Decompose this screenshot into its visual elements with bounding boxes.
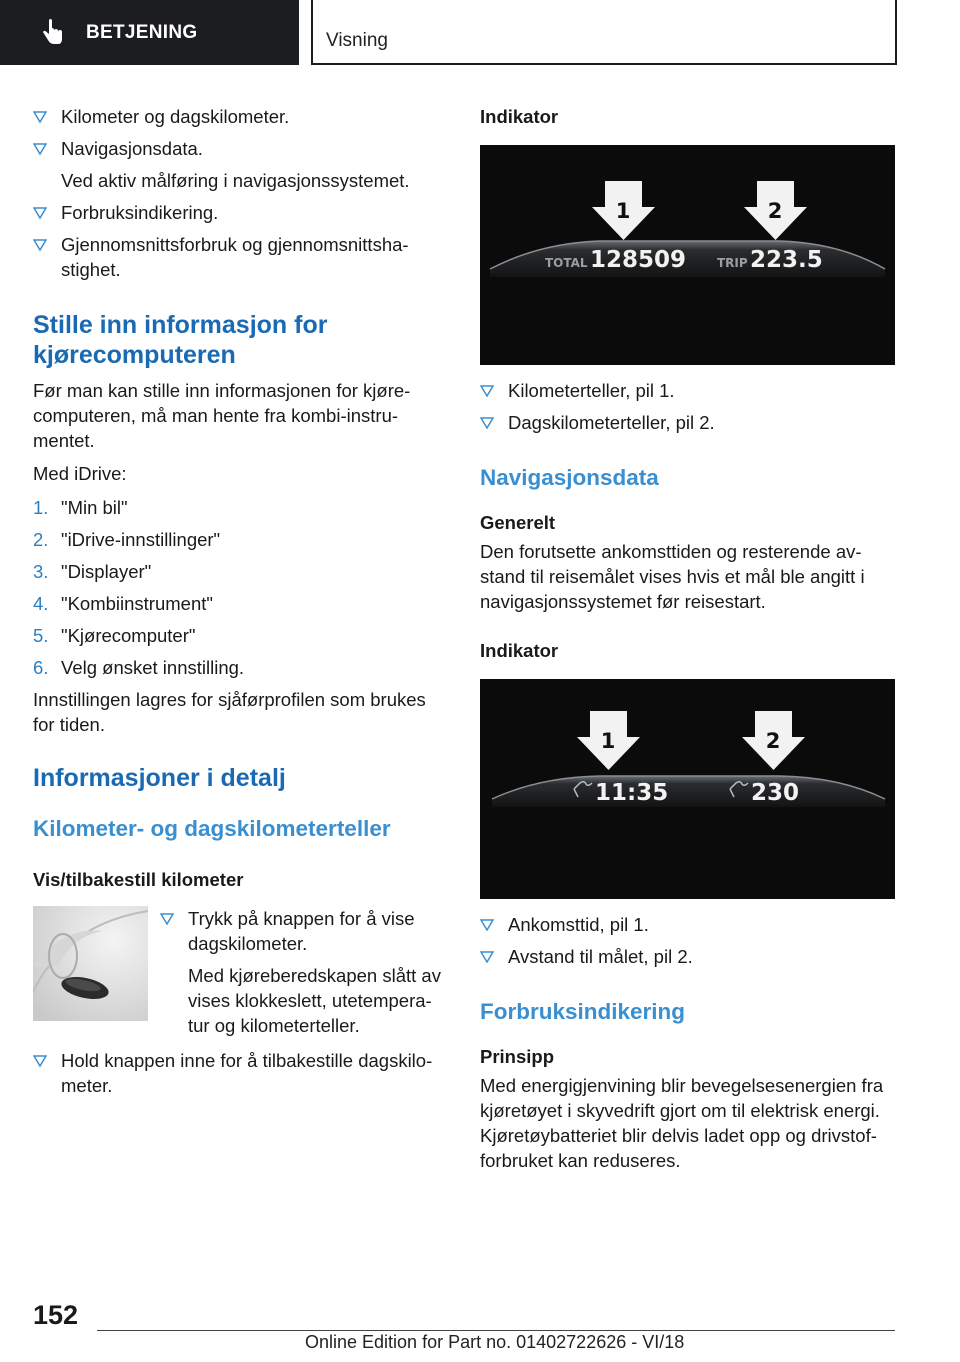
heading-consumption: Forbruksindikering [480, 999, 686, 1024]
list-item: Kilometer og dagskilometer. [33, 104, 451, 129]
button-photo [33, 906, 148, 1021]
heading-km-counter: Kilometer- og dagskilometerteller [33, 816, 391, 841]
triangle-bullet-icon [480, 919, 494, 931]
arrow-2-label: 2 [765, 729, 781, 753]
reset-button-illustration [33, 906, 148, 1021]
list-item: 4. "Kombiinstrument" [33, 593, 213, 614]
total-label: TOTAL [545, 256, 588, 270]
odometer-display-graphic [480, 145, 895, 365]
triangle-bullet-icon [33, 143, 47, 155]
section-tab [0, 0, 299, 65]
button-block [33, 906, 451, 1051]
heading-indicator-2: Indikator [480, 640, 559, 661]
list-item: Avstand til målet, pil 2. [480, 944, 896, 969]
paragraph-saved: Innstillingen lagres for sjåførprofilen som brukes for tiden. [33, 689, 426, 735]
odometer-display [480, 145, 895, 365]
triangle-bullet-icon [480, 385, 494, 397]
steps-list [33, 495, 451, 680]
triangle-bullet-icon [33, 1055, 47, 1067]
list-item: Navigasjonsdata. Ved aktiv målføring i navigasjonssystemet. [33, 136, 451, 193]
edition-note: Online Edition for Part no. 01402722626 - VI/18 [305, 1332, 685, 1352]
total-value: 128509 [590, 247, 687, 273]
list-item: Dagskilometerteller, pil 2. [480, 410, 896, 435]
arrow-1-label: 1 [615, 199, 631, 223]
list-item: Hold knappen inne for å tilbakestille dagskilo-meter. [33, 1048, 451, 1098]
heading-reset-km: Vis/tilbakestill kilometer [33, 869, 244, 890]
section-title: BETJENING [86, 21, 198, 43]
triangle-bullet-icon [480, 417, 494, 429]
list-item: 5. "Kjørecomputer" [33, 625, 196, 646]
paragraph-general: Den forutsette ankomsttiden og resterende av-stand til reisemålet vises hvis et mål ble angitt i navigasjonssystemet før reisestart. [480, 541, 865, 612]
list-item: 2. "iDrive-innstillinger" [33, 529, 221, 550]
triangle-bullet-icon [480, 951, 494, 963]
hold-bullet-list [33, 1048, 451, 1098]
left-column [33, 104, 451, 1105]
arrow-2-label: 2 [767, 199, 783, 223]
list-item: Kilometerteller, pil 1. [480, 378, 896, 403]
list-item: 3. "Displayer" [33, 561, 152, 582]
heading-detail: Informasjoner i detalj [33, 764, 286, 792]
paragraph-setup: Før man kan stille inn informasjonen for kjøre-computeren, må man hente fra kombi-instru-mentet. [33, 380, 411, 451]
heading-general: Generelt [480, 512, 556, 533]
arrival-time-value: 11:35 [595, 780, 669, 806]
list-item: Gjennomsnittsforbruk og gjennomsnittsha-stighet. [33, 232, 451, 282]
triangle-bullet-icon [33, 207, 47, 219]
breadcrumb [311, 0, 897, 65]
right-column [480, 104, 896, 1173]
heading-indicator-1: Indikator [480, 106, 559, 127]
list-item: 6. Velg ønsket innstilling. [33, 657, 245, 678]
hand-pointer-icon [38, 18, 68, 48]
heading-principle: Prinsipp [480, 1046, 555, 1067]
navigation-display-graphic [480, 679, 895, 899]
button-bullet-list [160, 906, 452, 1045]
triangle-bullet-icon [33, 111, 47, 123]
arrow-1-label: 1 [600, 729, 616, 753]
footer-divider [97, 1330, 895, 1331]
odometer-bullets [480, 378, 896, 435]
list-item: Trykk på knappen for å vise dagskilometer. Med kjøreberedskapen slått av vises klokkeslett, utetempera-tur og kilometerteller. [160, 906, 452, 1038]
navigation-display [480, 679, 895, 899]
triangle-bullet-icon [33, 239, 47, 251]
distance-value: 230 [751, 780, 800, 806]
heading-setup: Stille inn informasjon for kjørecomputeren [33, 311, 328, 369]
breadcrumb-label: Visning [326, 30, 388, 51]
heading-navigation: Navigasjonsdata [480, 465, 659, 490]
list-item: Ankomsttid, pil 1. [480, 912, 896, 937]
trip-value: 223.5 [750, 247, 823, 273]
trip-label: TRIP [717, 256, 748, 270]
list-item: Forbruksindikering. [33, 200, 451, 225]
page-number: 152 [33, 1300, 79, 1330]
triangle-bullet-icon [160, 913, 174, 925]
paragraph-idrive: Med iDrive: [33, 463, 127, 484]
list-item: 1. "Min bil" [33, 497, 128, 518]
navigation-bullets [480, 912, 896, 969]
paragraph-principle: Med energigjenvining blir bevegelsesenergien fra kjøretøyet i skyvedrift gjort om til elektrisk energi. Kjøretøybatteriet blir delvis ladet opp og drivstof-forbruket kan reduseres. [480, 1075, 884, 1171]
intro-bullet-list [33, 104, 451, 282]
